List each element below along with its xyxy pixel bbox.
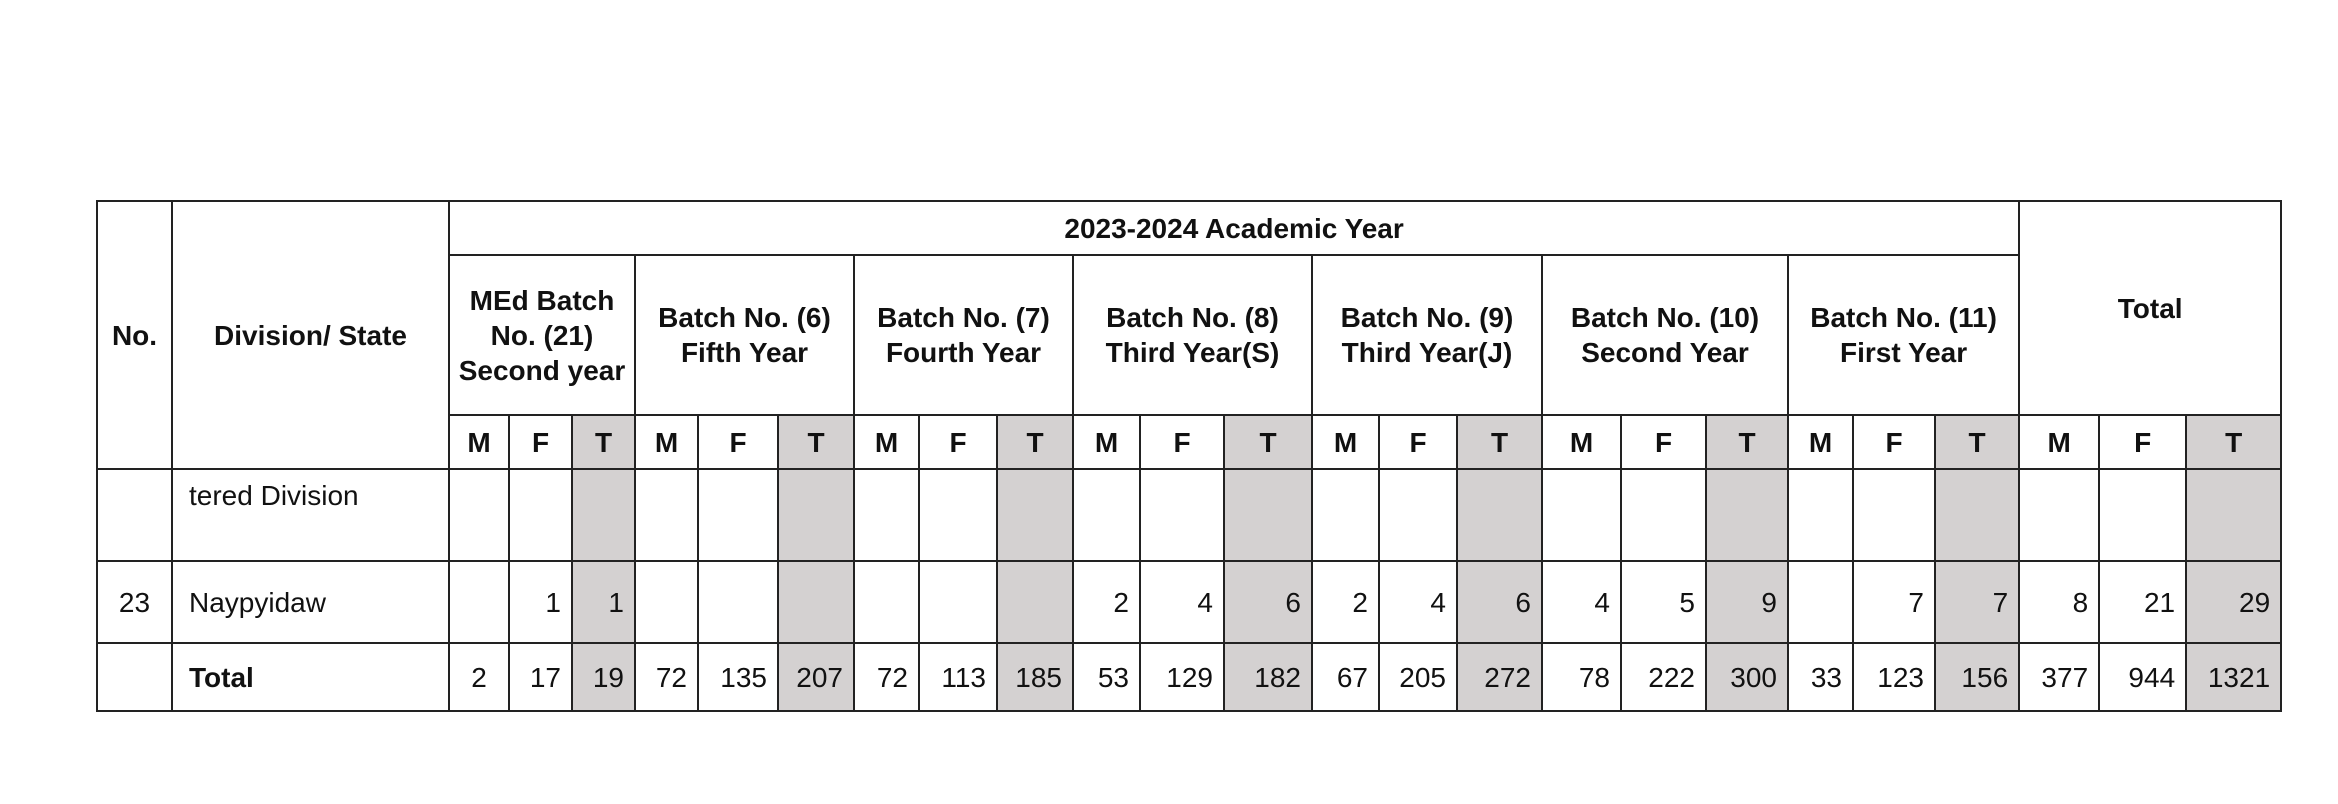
cell-f: 135	[698, 643, 778, 711]
batch-line: Batch No. (9)	[1340, 302, 1514, 333]
cell-m	[2019, 469, 2099, 561]
header-f: F	[1621, 415, 1706, 469]
cell-t	[1706, 469, 1788, 561]
header-division-state: Division/ State	[172, 201, 449, 469]
batch-line: Batch No. (8)	[1106, 302, 1279, 333]
cell-f: 123	[1853, 643, 1935, 711]
cell-f	[698, 561, 778, 643]
cell-t: 29	[2186, 561, 2281, 643]
header-batch-11	[1788, 255, 2019, 415]
cell-f: 21	[2099, 561, 2186, 643]
cell-f	[1853, 469, 1935, 561]
batch-line: Batch No. (7)	[877, 302, 1050, 333]
table-header	[97, 201, 2281, 469]
cell-t: 7	[1935, 561, 2019, 643]
header-m: M	[1073, 415, 1140, 469]
cell-m	[449, 469, 509, 561]
cell-m	[1542, 469, 1621, 561]
cell-f: 1	[509, 561, 572, 643]
batch-line: Batch No. (10)	[1570, 302, 1760, 333]
cell-t	[2186, 469, 2281, 561]
header-academic-year: 2023-2024 Academic Year	[449, 201, 2019, 255]
enrollment-table	[96, 200, 2282, 712]
cell-m: 4	[1542, 561, 1621, 643]
cell-f: 113	[919, 643, 997, 711]
cell-m	[635, 469, 698, 561]
cell-t: 6	[1457, 561, 1542, 643]
cell-t: 300	[1706, 643, 1788, 711]
cell-f	[919, 469, 997, 561]
header-t: T	[2186, 415, 2281, 469]
cell-t: 207	[778, 643, 854, 711]
header-m: M	[635, 415, 698, 469]
row-number	[97, 469, 172, 561]
cell-f: 7	[1853, 561, 1935, 643]
header-m: M	[1312, 415, 1379, 469]
cell-m	[1788, 469, 1853, 561]
header-m: M	[854, 415, 919, 469]
batch-line: Batch No. (11)	[1810, 302, 1997, 333]
cell-t	[778, 469, 854, 561]
cell-f: 17	[509, 643, 572, 711]
batch-line: Third Year(J)	[1341, 337, 1513, 368]
cell-f	[1621, 469, 1706, 561]
header-batch-7	[854, 255, 1073, 415]
row-division-name: tered Division	[172, 469, 449, 561]
cell-t	[997, 561, 1073, 643]
header-t: T	[572, 415, 635, 469]
row-number: 23	[97, 561, 172, 643]
cell-f	[698, 469, 778, 561]
cell-t	[1224, 469, 1312, 561]
header-batch-9	[1312, 255, 1542, 415]
cell-f: 944	[2099, 643, 2186, 711]
row-division-name: Naypyidaw	[172, 561, 449, 643]
header-t: T	[1457, 415, 1542, 469]
cell-f	[1140, 469, 1224, 561]
header-m: M	[2019, 415, 2099, 469]
cell-f: 222	[1621, 643, 1706, 711]
header-t: T	[997, 415, 1073, 469]
header-row-academic-year	[97, 201, 2281, 255]
header-t: T	[1224, 415, 1312, 469]
cell-m: 72	[635, 643, 698, 711]
cell-t: 1321	[2186, 643, 2281, 711]
header-batch-8	[1073, 255, 1312, 415]
cell-m: 53	[1073, 643, 1140, 711]
cell-f: 4	[1379, 561, 1457, 643]
cell-f	[2099, 469, 2186, 561]
table-row	[97, 561, 2281, 643]
header-m: M	[1542, 415, 1621, 469]
cell-f: 129	[1140, 643, 1224, 711]
cell-t	[1935, 469, 2019, 561]
header-f: F	[1853, 415, 1935, 469]
header-f: F	[509, 415, 572, 469]
cell-m	[854, 561, 919, 643]
header-batch-med-21	[449, 255, 635, 415]
table-row	[97, 469, 2281, 561]
cell-m: 377	[2019, 643, 2099, 711]
row-number	[97, 643, 172, 711]
header-m: M	[1788, 415, 1853, 469]
cell-m: 8	[2019, 561, 2099, 643]
header-t: T	[1706, 415, 1788, 469]
header-total: Total	[2019, 201, 2281, 415]
header-f: F	[2099, 415, 2186, 469]
cell-m: 2	[1312, 561, 1379, 643]
cell-t	[778, 561, 854, 643]
header-f: F	[698, 415, 778, 469]
cell-m	[1312, 469, 1379, 561]
cell-f	[1379, 469, 1457, 561]
row-total-label: Total	[172, 643, 449, 711]
cell-t: 185	[997, 643, 1073, 711]
cell-f	[509, 469, 572, 561]
header-no: No.	[97, 201, 172, 469]
table-row-total	[97, 643, 2281, 711]
cell-t: 182	[1224, 643, 1312, 711]
header-t: T	[778, 415, 854, 469]
cell-m: 78	[1542, 643, 1621, 711]
batch-line: No. (21)	[490, 319, 594, 351]
cell-f	[919, 561, 997, 643]
cell-m: 72	[854, 643, 919, 711]
cell-m	[635, 561, 698, 643]
cell-t	[997, 469, 1073, 561]
cell-f: 205	[1379, 643, 1457, 711]
batch-line: Batch No. (6)	[658, 302, 831, 333]
header-batch-6	[635, 255, 854, 415]
cell-t: 19	[572, 643, 635, 711]
enrollment-table-container	[96, 200, 2274, 712]
cell-t	[572, 469, 635, 561]
cell-m: 2	[449, 643, 509, 711]
header-batch-10	[1542, 255, 1788, 415]
cell-t: 9	[1706, 561, 1788, 643]
cell-t: 272	[1457, 643, 1542, 711]
batch-line: Third Year(S)	[1105, 337, 1280, 368]
cell-m: 67	[1312, 643, 1379, 711]
batch-line: Fifth Year	[680, 337, 809, 368]
header-f: F	[1379, 415, 1457, 469]
cell-m	[1788, 561, 1853, 643]
cell-m: 2	[1073, 561, 1140, 643]
cell-m	[1073, 469, 1140, 561]
batch-line: First Year	[1840, 337, 1968, 368]
header-f: F	[1140, 415, 1224, 469]
header-m: M	[449, 415, 509, 469]
batch-line: Second year	[458, 354, 626, 386]
table-body	[97, 469, 2281, 711]
batch-line: MEd Batch	[469, 284, 615, 316]
cell-t	[1457, 469, 1542, 561]
batch-line: Fourth Year	[885, 337, 1042, 368]
cell-m: 33	[1788, 643, 1853, 711]
cell-t: 156	[1935, 643, 2019, 711]
header-t: T	[1935, 415, 2019, 469]
cell-m	[449, 561, 509, 643]
cell-t: 1	[572, 561, 635, 643]
cell-t: 6	[1224, 561, 1312, 643]
cell-f: 5	[1621, 561, 1706, 643]
cell-f: 4	[1140, 561, 1224, 643]
batch-line: Second Year	[1581, 337, 1749, 368]
cell-m	[854, 469, 919, 561]
header-f: F	[919, 415, 997, 469]
